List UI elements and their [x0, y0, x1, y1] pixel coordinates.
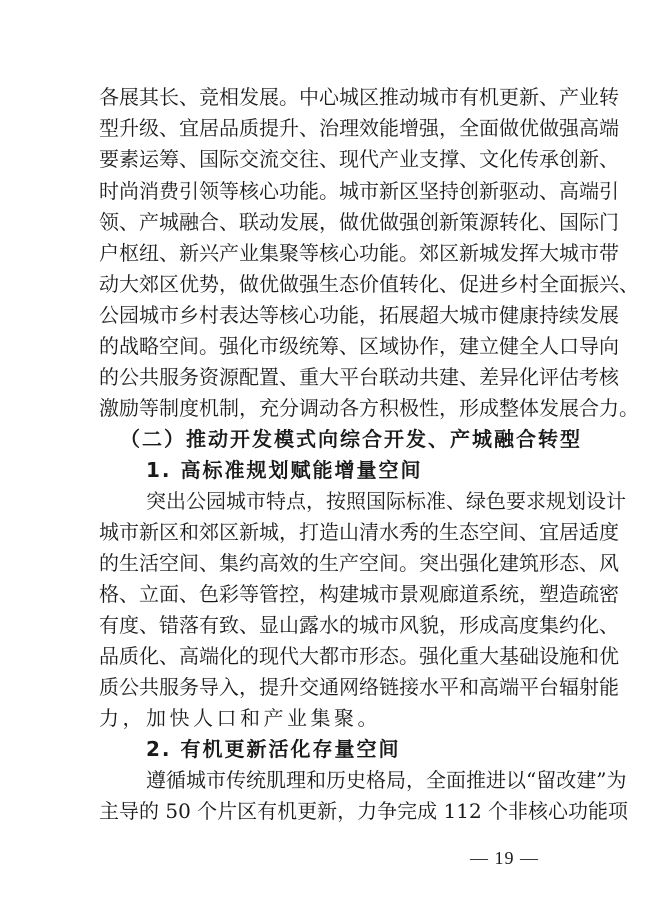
paragraph-line: 的公共服务资源配置、重大平台联动共建、差异化评估考核: [99, 365, 619, 389]
paragraph-line: 动大郊区优势，做优做强生态价值转化、促进乡村全面振兴、: [99, 272, 639, 296]
paragraph-line: 质公共服务导入，提升交通网络链接水平和高端平台辐射能: [99, 675, 619, 699]
paragraph-line: 时尚消费引领等核心功能。城市新区坚持创新驱动、高端引: [99, 179, 619, 203]
paragraph-line: 突出公园城市特点，按照国际标准、绿色要求规划设计: [146, 489, 626, 513]
subsection-title: 2. 有机更新活化存量空间: [146, 737, 401, 761]
paragraph-line: 公园城市乡村表达等核心功能，拓展超大城市健康持续发展: [99, 303, 619, 327]
paragraph-line: 的生活空间、集约高效的生产空间。突出强化建筑形态、风: [99, 551, 619, 575]
page-number: — 19 —: [470, 848, 539, 868]
paragraph-line: 格、立面、色彩等管控，构建城市景观廊道系统，塑造疏密: [99, 582, 619, 606]
paragraph-line: 要素运筹、国际交流交往、现代产业支撑、文化传承创新、: [99, 147, 619, 171]
paragraph-line: 的战略空间。强化市级统筹、区域协作，建立健全人口导向: [99, 334, 619, 358]
section-heading: （二）推动开发模式向综合开发、产城融合转型: [120, 427, 582, 451]
paragraph-line: 遵循城市传统肌理和历史格局，全面推进以“留改建”为: [146, 768, 627, 792]
paragraph-line: 型升级、宜居品质提升、治理效能增强，全面做优做强高端: [99, 116, 619, 140]
paragraph-line: 领、产城融合、联动发展，做优做强创新策源转化、国际门: [99, 210, 619, 234]
subsection-title: 1. 高标准规划赋能增量空间: [146, 458, 423, 482]
paragraph-line: 城市新区和郊区新城，打造山清水秀的生态空间、宜居适度: [99, 520, 619, 544]
paragraph-line: 力，加快人口和产业集聚。: [99, 706, 381, 730]
paragraph-line: 品质化、高端化的现代大都市形态。强化重大基础设施和优: [99, 644, 619, 668]
paragraph-line: 各展其长、竞相发展。中心城区推动城市有机更新、产业转: [99, 85, 619, 109]
paragraph-line: 激励等制度机制，充分调动各方积极性，形成整体发展合力。: [99, 396, 639, 420]
paragraph-line: 主导的 50 个片区有机更新，力争完成 112 个非核心功能项: [99, 799, 629, 823]
paragraph-line: 户枢纽、新兴产业集聚等核心功能。郊区新城发挥大城市带: [99, 241, 619, 265]
paragraph-line: 有度、错落有致、显山露水的城市风貌，形成高度集约化、: [99, 613, 619, 637]
